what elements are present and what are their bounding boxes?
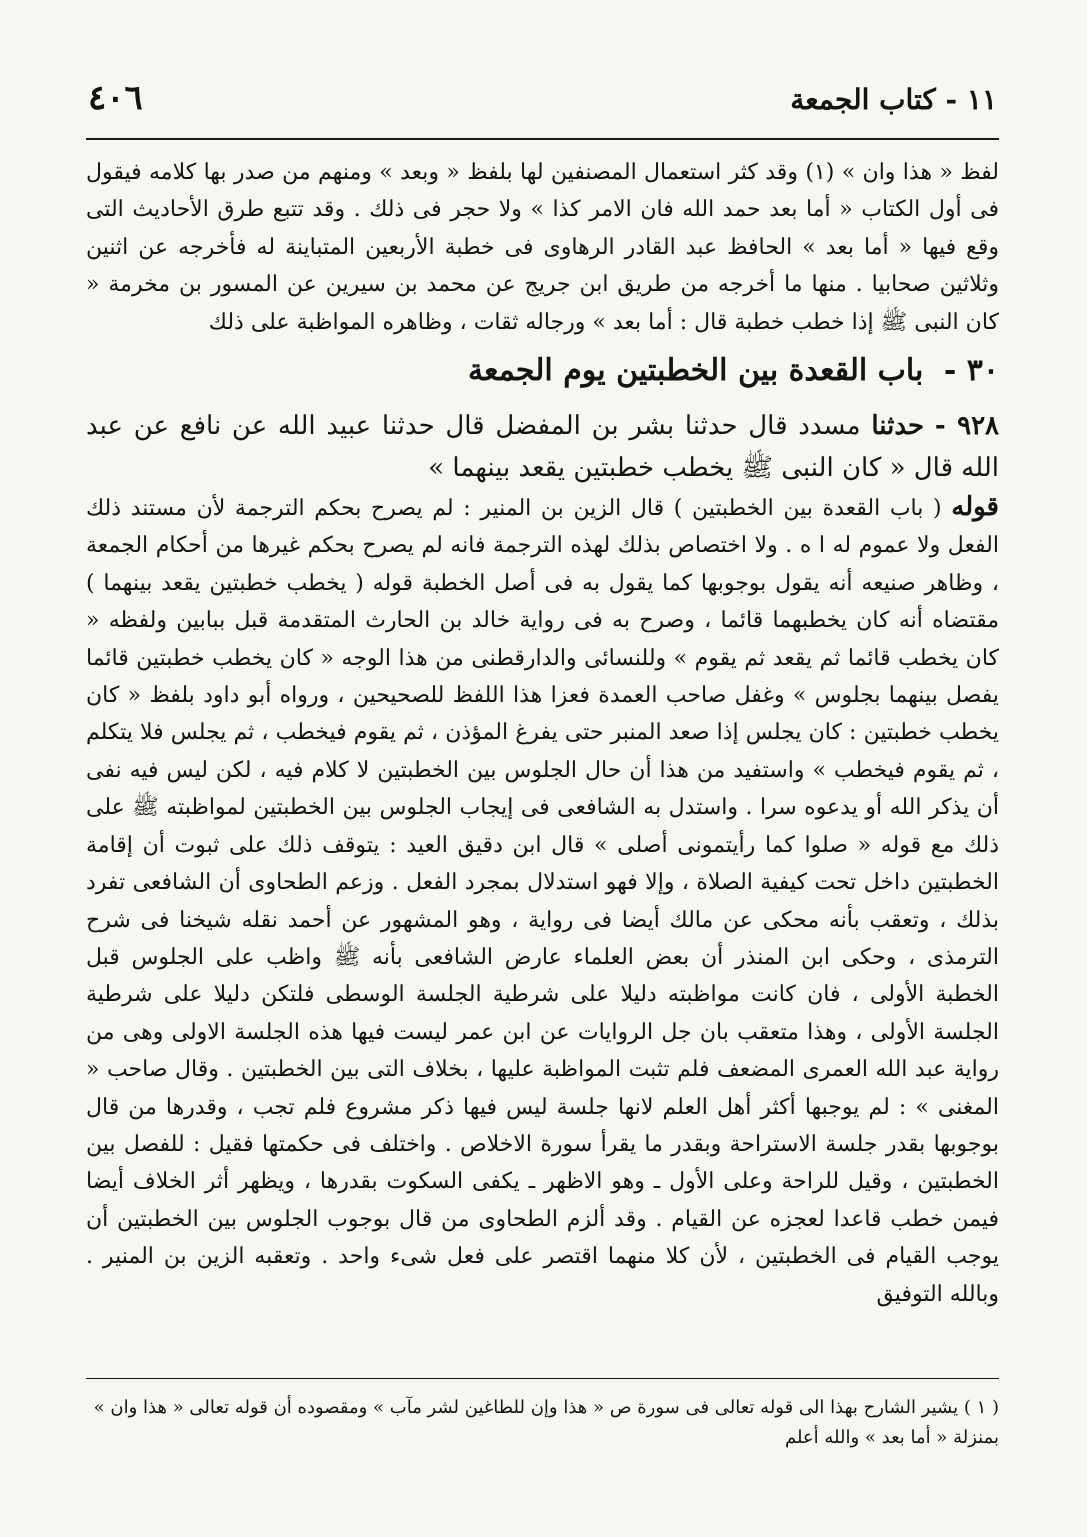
page-header (86, 78, 999, 140)
commentary-paragraph (86, 489, 999, 1313)
book-title: ١١ - كتاب الجمعة (790, 83, 997, 116)
main-text (86, 154, 999, 1313)
hadith-number: ٩٢٨ - (934, 411, 1000, 442)
chapter-number: ٣٠ - (943, 353, 999, 389)
hadith-text (86, 405, 999, 489)
intro-paragraph: لفظ « هذا وان » (١) وقد كثر استعمال المصنفين لها بلفظ « وبعد » ومنهم من صدر بها كلامه فيقول فى أول الكتاب « أما بعد حمد الله فان الامر كذا » ولا حجر فى ذلك . وقد تتبع طرق الأحاديث التى وقع فيها « أما بعد » الحافظ عبد القادر الرهاوى فى خطبة الأربعين المتباينة له فأخرجه عن اثنين وثلاثين صحابيا . منها ما أخرجه من طريق ابن جريج عن محمد بن سيرين عن المسور بن مخرمة « كان النبى ﷺ إذا خطب خطبة قال : أما بعد » ورجاله ثقات ، وظاهره المواظبة على ذلك (86, 160, 999, 335)
chapter-heading (86, 351, 999, 391)
commentary-lead-word: قوله (951, 492, 999, 523)
footnotes (86, 1378, 999, 1453)
hadith-opening: حدثنا (871, 411, 925, 442)
page-number: ٤٠٦ (88, 78, 143, 118)
footnote-item: ( ١ ) يشير الشارح بهذا الى قوله تعالى فى سورة ص « هذا وإن للطاغين لشر مآب » ومقصوده أن قوله تعالى « هذا وان » بمنزلة « أما بعد » والله أعلم (93, 1397, 999, 1448)
chapter-title: باب القعدة بين الخطبتين يوم الجمعة (468, 353, 924, 389)
hadith-body: مسدد قال حدثنا بشر بن المفضل قال حدثنا عبيد الله عن نافع عن عبد الله قال « كان النبى ﷺ يخطب خطبتين يقعد بينهما » (86, 411, 999, 484)
commentary-body: ( باب القعدة بين الخطبتين ) قال الزين بن المنير : لم يصرح بحكم الترجمة لأن مستند ذلك الفعل ولا عموم له ا ه . ولا اختصاص بذلك لهذه الترجمة فانه لم يصرح بحكم غيرها من أحكام الجمعة ، وظاهر صنيعه أنه يقول بوجوبها كما يقول به فى أصل الخطبة قوله ( يخطب خطبتين يقعد بينهما ) مقتضاه أنه كان يخطبهما قائما ، وصرح به فى رواية خالد بن الحارث المتقدمة قبل ببابين ولفظه « كان يخطب قائما ثم يقعد ثم يقوم » وللنسائى والدارقطنى من هذا الوجه « كان يخطب خطبتين قائما يفصل بينهما بجلوس » وغفل صاحب العمدة فعزا هذا اللفظ للصحيحين ، ورواه أبو داود بلفظ « كان يخطب خطبتين : كان يجلس إذا صعد المنبر حتى يفرغ المؤذن ، ثم يقوم فيخطب ، ثم يجلس فلا يتكلم ، ثم يقوم فيخطب » واستفيد من هذا أن حال الجلوس بين الخطبتين لا كلام فيه ، لكن ليس فيه نفى أن يذكر الله أو يدعوه سرا . واستدل به الشافعى فى إيجاب الجلوس بين الخطبتين لمواظبته ﷺ على ذلك مع قوله « صلوا كما رأيتمونى أصلى » قال ابن دقيق العيد : يتوقف ذلك على ثبوت أن إقامة الخطبتين داخل تحت كيفية الصلاة ، وإلا فهو استدلال بمجرد الفعل . وزعم الطحاوى أن الشافعى تفرد بذلك ، وتعقب بأنه محكى عن مالك أيضا فى رواية ، وهو المشهور عن أحمد نقله شيخنا فى شرح الترمذى ، وحكى ابن المنذر أن بعض العلماء عارض الشافعى بأنه ﷺ واظب على الجلوس قبل الخطبة الأولى ، فان كانت مواظبته دليلا على شرطية الجلسة الوسطى فلتكن دليلا على شرطية الجلسة الأولى ، وهذا متعقب بان جل الروايات عن ابن عمر ليست فيها هذه الجلسة الاولى وهى من رواية عبد الله العمرى المضعف فلم تثبت المواظبة عليها ، بخلاف التى بين الخطبتين . وقال صاحب « المغنى » : لم يوجبها أكثر أهل العلم لانها جلسة ليس فيها ذكر مشروع فلم تجب ، وقدرها من قال بوجوبها بقدر جلسة الاستراحة وبقدر ما يقرأ سورة الاخلاص . واختلف فى حكمتها فقيل : للفصل بين الخطبتين ، وقيل للراحة وعلى الأول ـ وهو الاظهر ـ يكفى السكوت بقدرها ، ويظهر أثر الخلاف أيضا فيمن خطب قاعدا لعجزه عن القيام . وقد ألزم الطحاوى من قال بوجوب الجلوس بين الخطبتين أن يوجب القيام فى الخطبتين ، لأن كلا منهما اقتصر على فعل شىء واحد . وتعقبه الزين بن المنير . وبالله التوفيق (86, 496, 999, 1307)
